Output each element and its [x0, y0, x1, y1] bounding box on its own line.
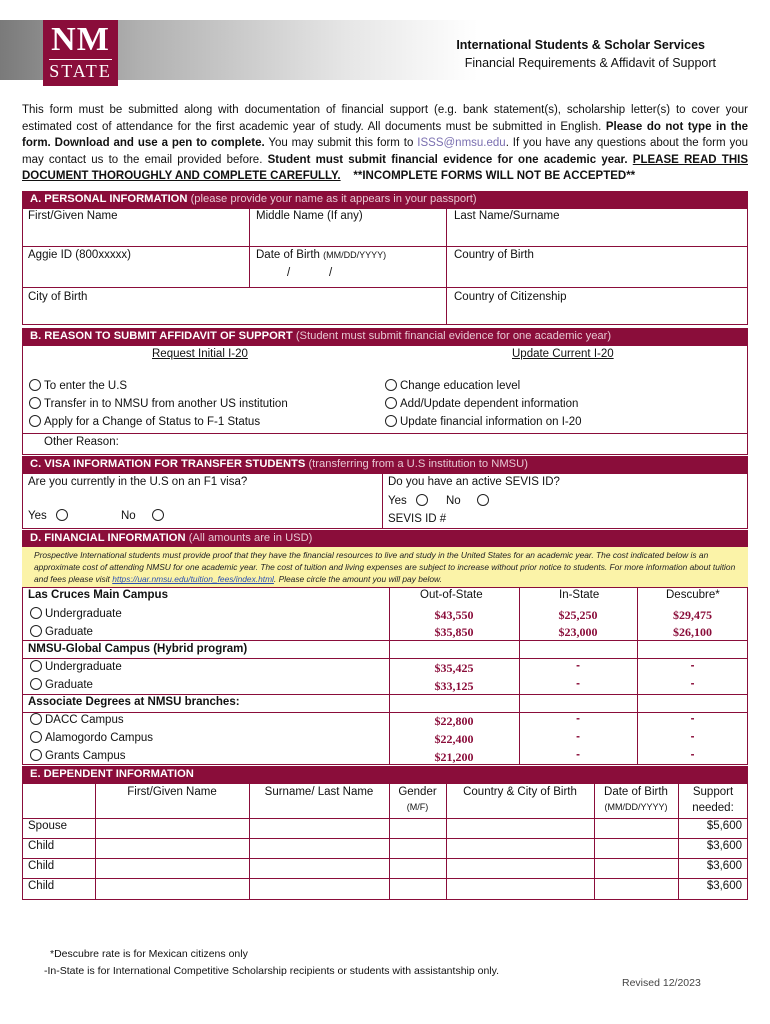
dep-row-amount: $3,600: [706, 840, 742, 852]
dep-col-country-city: Country & City of Birth: [463, 786, 577, 798]
middle-name-field[interactable]: Middle Name (If any): [256, 210, 363, 222]
intro-underline: PLEASE READ THIS DOCUMENT THOROUGHLY AND COMPLETE CAREFULLY.: [22, 153, 748, 182]
dep-col-gender-sub: (M/F): [406, 802, 429, 812]
dash: -: [690, 660, 695, 672]
dash: -: [576, 660, 580, 672]
lc-ug-out-amount[interactable]: $43,550: [434, 608, 474, 622]
yes-label: Yes: [28, 510, 47, 522]
divider: [249, 208, 250, 287]
radio-icon: [29, 415, 41, 427]
radio-icon: [385, 379, 397, 391]
dash: -: [690, 731, 695, 743]
dep-col-support: Support: [692, 786, 734, 798]
section-a-box: [22, 208, 748, 325]
option-label: Add/Update dependent information: [400, 398, 579, 410]
option-label: Update financial information on I-20: [400, 416, 582, 428]
logo-state: STATE: [49, 61, 112, 81]
dep-row-amount: $3,600: [706, 880, 742, 892]
f1-no-option[interactable]: [121, 509, 167, 522]
divider: [22, 246, 748, 247]
dash: -: [576, 731, 580, 743]
sevis-yes-option[interactable]: [388, 494, 431, 507]
radio-icon: [385, 415, 397, 427]
radio-icon: [29, 397, 41, 409]
option-label: To enter the U.S: [44, 380, 128, 392]
divider: [22, 694, 748, 695]
col-in-state: In-State: [559, 589, 600, 601]
dob-field[interactable]: [256, 249, 386, 261]
dep-row-label: Child: [28, 840, 55, 852]
divider: [594, 783, 595, 900]
section-b-header: [22, 328, 748, 345]
descubre-note: *Descubre rate is for Mexican citizens only: [50, 948, 248, 960]
intro-text-1: This form must be submitted along with documentation of financial support (e.g. bank statement(s), scholarship letter(s) to cover your estimated cost of attendance for the first academic year of study. All documents must be submitted in English.: [22, 104, 748, 133]
notice-text: Prospective International students must provide proof that they have the financial resources to live and study in the United States for an academic year. The cost indicated below is an approximate cost of attending NMSU for one academic year. The cost of tuition and living expenses are subject to increase without prior notice to students. For more information about tuition and fees please visit: [34, 550, 736, 585]
aggie-id-field[interactable]: Aggie ID (800xxxxx): [28, 249, 131, 261]
radio-icon: [30, 660, 42, 672]
global-campus-heading: NMSU-Global Campus (Hybrid program): [28, 643, 248, 655]
dacc-option[interactable]: [30, 713, 124, 726]
office-title: International Students & Scholar Services: [456, 38, 705, 52]
dep-row-label: Child: [28, 880, 55, 892]
intro-bold-2: Student must submit financial evidence for one academic year.: [267, 153, 628, 166]
radio-icon: [30, 625, 42, 637]
divider: [249, 783, 250, 900]
dash: -: [576, 749, 580, 761]
logo-nm: NM: [51, 21, 110, 58]
option-label: Transfer in to NMSU from another US institution: [44, 398, 288, 410]
option-enter-us[interactable]: [29, 379, 127, 392]
dep-col-surname: Surname/ Last Name: [264, 786, 374, 798]
main-campus-heading: Las Cruces Main Campus: [28, 589, 168, 601]
section-e-header: [22, 766, 748, 783]
dash: -: [690, 678, 695, 690]
intro-text-3: . If you have any questions about the form you may contact us to the email provided before.: [22, 137, 748, 166]
option-label: Undergraduate: [45, 661, 122, 673]
yes-label: Yes: [388, 495, 407, 507]
dep-col-gender: Gender: [398, 786, 437, 798]
divider: [389, 783, 390, 900]
grants-option[interactable]: [30, 749, 126, 762]
divider: [22, 287, 748, 288]
gl-ug-amount[interactable]: $35,425: [434, 661, 474, 675]
request-initial-i20-heading: Request Initial I-20: [152, 348, 248, 360]
dep-col-first: First/Given Name: [127, 786, 217, 798]
tuition-link[interactable]: https://uar.nmsu.edu/tuition_fees/index.html: [112, 574, 274, 585]
form-title: Financial Requirements & Affidavit of Support: [464, 56, 716, 70]
divider: [446, 783, 447, 900]
last-name-field[interactable]: Last Name/Surname: [454, 210, 560, 222]
section-c-title: C. VISA INFORMATION FOR TRANSFER STUDENTS: [30, 458, 306, 470]
intro-warning: **INCOMPLETE FORMS WILL NOT BE ACCEPTED**: [353, 170, 636, 182]
section-b-sub: (Student must submit financial evidence for one academic year): [295, 330, 612, 342]
option-transfer-in[interactable]: [29, 397, 288, 410]
lc-ug-desc-amount[interactable]: $29,475: [673, 608, 712, 622]
sevis-no-option[interactable]: [446, 494, 492, 507]
dob-slash-1: /: [287, 267, 291, 279]
alamogordo-option[interactable]: [30, 731, 153, 744]
radio-icon: [30, 731, 42, 743]
dep-row-label: Spouse: [28, 820, 68, 832]
divider: [22, 878, 748, 879]
intro-paragraph: [22, 102, 748, 185]
dep-row-label: Child: [28, 860, 55, 872]
f1-visa-question: Are you currently in the U.S on an F1 visa?: [28, 476, 248, 488]
option-label: Graduate: [45, 626, 93, 638]
first-name-field[interactable]: First/Given Name: [28, 210, 118, 222]
other-reason-field[interactable]: Other Reason:: [44, 436, 119, 448]
grants-amount[interactable]: $21,200: [434, 750, 474, 764]
radio-icon: [30, 607, 42, 619]
radio-icon: [152, 509, 164, 521]
option-label: Change education level: [400, 380, 521, 392]
city-of-birth-field[interactable]: City of Birth: [28, 291, 88, 303]
option-label: Alamogordo Campus: [45, 732, 154, 744]
dash: -: [576, 678, 580, 690]
option-label: Apply for a Change of Status to F-1 Status: [44, 416, 261, 428]
section-d-header: [22, 530, 748, 547]
gl-g-amount[interactable]: $33,125: [434, 679, 474, 693]
section-b-title: B. REASON TO SUBMIT AFFIDAVIT OF SUPPORT: [30, 330, 293, 342]
option-update-dependent[interactable]: [385, 397, 578, 410]
sevis-id-field[interactable]: SEVIS ID #: [388, 513, 447, 525]
dep-col-dob: Date of Birth: [604, 786, 668, 798]
no-label: No: [446, 495, 461, 507]
revised-date: Revised 12/2023: [622, 977, 701, 989]
section-d-sub: (All amounts are in USD): [188, 532, 313, 544]
global-grad-option[interactable]: [30, 678, 93, 691]
divider: [22, 838, 748, 839]
country-of-citizenship-field[interactable]: Country of Citizenship: [454, 291, 567, 303]
dep-col-dob-sub: (MM/DD/YYYY): [604, 802, 668, 812]
radio-icon: [477, 494, 489, 506]
option-label: DACC Campus: [45, 714, 124, 726]
dash: -: [576, 713, 580, 725]
divider: [22, 818, 748, 819]
notice-end: . Please circle the amount you will pay below.: [273, 574, 442, 585]
option-change-status[interactable]: [29, 415, 260, 428]
dob-label: Date of Birth: [256, 249, 320, 261]
section-c-sub: (transferring from a U.S institution to NMSU): [308, 458, 528, 470]
radio-icon: [30, 749, 42, 761]
option-label: Undergraduate: [45, 608, 122, 620]
main-grad-option[interactable]: [30, 625, 93, 638]
divider: [446, 208, 447, 325]
option-change-education[interactable]: [385, 379, 520, 392]
divider: [95, 783, 96, 900]
sevis-question: Do you have an active SEVIS ID?: [388, 476, 560, 488]
dep-row-amount: $5,600: [706, 820, 742, 832]
lc-g-desc-amount[interactable]: $26,100: [673, 625, 712, 639]
section-a-title: A. PERSONAL INFORMATION: [30, 193, 188, 205]
no-label: No: [121, 510, 136, 522]
option-update-financial[interactable]: [385, 415, 582, 428]
dash: -: [690, 749, 695, 761]
main-undergrad-option[interactable]: [30, 607, 122, 620]
section-e-title: E. DEPENDENT INFORMATION: [30, 768, 194, 780]
divider: [382, 473, 383, 529]
option-label: Graduate: [45, 679, 93, 691]
radio-icon: [30, 713, 42, 725]
radio-icon: [56, 509, 68, 521]
dob-format: (MM/DD/YYYY): [323, 250, 387, 260]
col-descubre: Descubre*: [666, 589, 720, 601]
tuition-notice: [22, 547, 748, 587]
radio-icon: [29, 379, 41, 391]
intro-text-2: You may submit this form to: [264, 137, 418, 149]
divider: [22, 658, 748, 659]
radio-icon: [30, 678, 42, 690]
option-label: Grants Campus: [45, 750, 126, 762]
dob-slash-2: /: [329, 267, 333, 279]
branches-heading: Associate Degrees at NMSU branches:: [28, 696, 240, 708]
section-a-header: [22, 191, 748, 208]
update-current-i20-heading: Update Current I-20: [512, 348, 614, 360]
dacc-amount[interactable]: $22,800: [434, 714, 474, 728]
dash: -: [690, 713, 695, 725]
radio-icon: [416, 494, 428, 506]
lc-g-in-amount[interactable]: $23,000: [558, 625, 598, 639]
isss-email-link[interactable]: ISSS@nmsu.edu: [417, 137, 506, 149]
global-undergrad-option[interactable]: [30, 660, 122, 673]
dep-row-amount: $3,600: [706, 860, 742, 872]
section-e-table: [22, 783, 748, 900]
in-state-note: -In-State is for International Competitive Scholarship recipients or students with assistantship only.: [44, 965, 500, 977]
alamo-amount[interactable]: $22,400: [434, 732, 474, 746]
lc-ug-in-amount[interactable]: $25,250: [558, 608, 598, 622]
section-d-title: D. FINANCIAL INFORMATION: [30, 532, 186, 544]
section-a-sub: (please provide your name as it appears in your passport): [190, 193, 477, 205]
nmsu-logo: [43, 20, 118, 86]
radio-icon: [385, 397, 397, 409]
divider: [22, 433, 748, 434]
section-c-header: [22, 456, 748, 473]
lc-g-out-amount[interactable]: $35,850: [434, 625, 474, 639]
country-of-birth-field[interactable]: Country of Birth: [454, 249, 534, 261]
dep-col-needed: needed:: [692, 802, 734, 814]
intro-bold-1: Please do not type in the form. Download and use a pen to complete.: [22, 120, 749, 149]
divider: [22, 858, 748, 859]
divider: [22, 640, 748, 641]
col-out-of-state: Out-of-State: [420, 589, 483, 601]
f1-yes-option[interactable]: [28, 509, 71, 522]
